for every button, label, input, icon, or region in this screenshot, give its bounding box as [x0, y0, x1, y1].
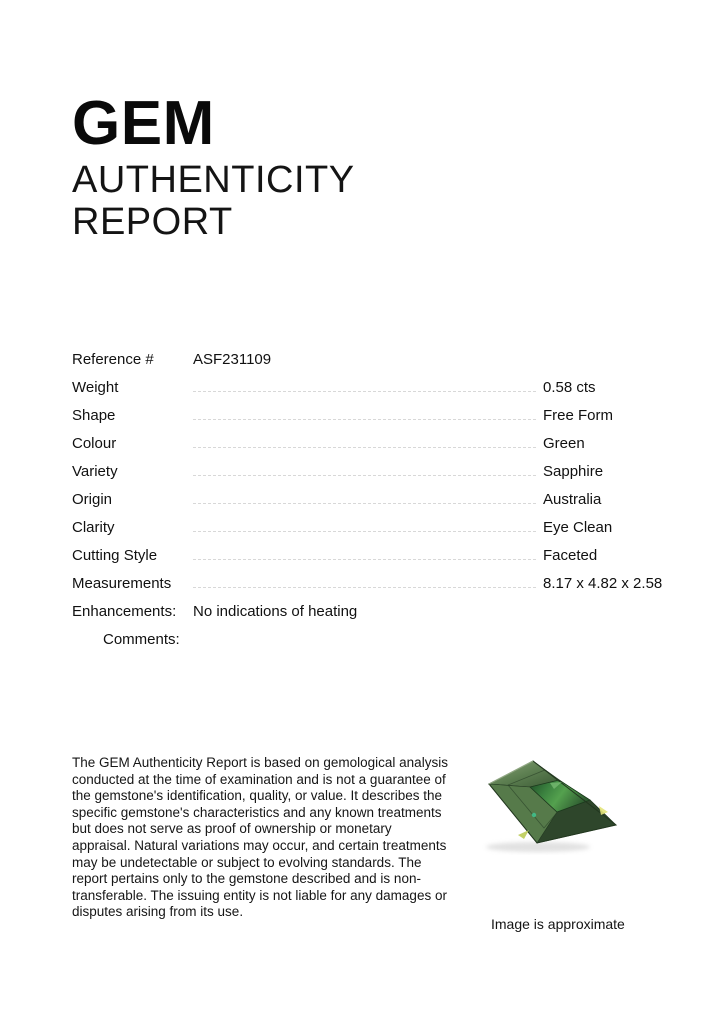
- spec-label-origin: Origin: [72, 491, 113, 508]
- spec-row-shape: [72, 407, 653, 425]
- spec-value-reference: ASF231109: [193, 351, 272, 368]
- bottom-section: [72, 755, 653, 933]
- spec-label-measurements: Measurements: [72, 575, 172, 592]
- spec-label-variety: Variety: [72, 463, 118, 480]
- spec-label-weight: Weight: [72, 379, 119, 396]
- leader-line: [193, 419, 536, 420]
- leader-line: [193, 531, 536, 532]
- spec-label-comments: Comments:: [103, 631, 180, 648]
- gem-glint-teal: [532, 813, 536, 817]
- spec-value-enhancements: No indications of heating: [193, 603, 358, 620]
- spec-row-clarity: [72, 519, 653, 537]
- spec-label-clarity: Clarity: [72, 519, 115, 536]
- leader-line: [193, 587, 536, 588]
- spec-row-cutting-style: [72, 547, 653, 565]
- gem-image: [450, 755, 618, 855]
- gem-figure: [450, 755, 625, 933]
- leader-line: [193, 475, 536, 476]
- spec-value-cutting-style: Faceted: [543, 547, 598, 564]
- spec-label-shape: Shape: [72, 407, 116, 424]
- spec-row-measurements: [72, 575, 663, 593]
- spec-row-origin: [72, 491, 653, 509]
- report-subtitle-line2: REPORT: [72, 201, 233, 243]
- spec-row-weight: [72, 379, 653, 397]
- disclaimer-text: The GEM Authenticity Report is based on gemological analysis conducted at the time of examination and is not a guarantee of the gemstone's identification, quality, or value. It describes the specific gemstone's characteristics and any known treatments but does not serve as proof of ownership or monetary appraisal. Natural variations may occur, and certain treatments may be undetectable or subject to evolving standards. The report pertains only to the gemstone described and is non-transferable. The issuing entity is not liable for any damages or disputes arising from its use.: [72, 755, 448, 920]
- leader-line: [193, 503, 536, 504]
- spec-row-reference: [72, 351, 653, 369]
- spec-table: [72, 351, 663, 649]
- spec-value-measurements: 8.17 x 4.82 x 2.58: [543, 575, 663, 592]
- spec-value-weight: 0.58 cts: [543, 379, 596, 396]
- spec-value-origin: Australia: [543, 491, 602, 508]
- report-title: GEM: [72, 89, 215, 158]
- gem-caption: Image is approximate: [491, 916, 625, 932]
- spec-label-colour: Colour: [72, 435, 117, 452]
- spec-row-enhancements: [72, 603, 653, 621]
- report-subtitle-line1: AUTHENTICITY: [72, 159, 355, 201]
- gem-glint-yellow-bottom: [518, 830, 529, 839]
- leader-line: [193, 391, 536, 392]
- spec-value-shape: Free Form: [543, 407, 614, 424]
- leader-line: [193, 559, 536, 560]
- spec-value-variety: Sapphire: [543, 463, 604, 480]
- gem-shadow: [486, 842, 590, 852]
- spec-row-variety: [72, 463, 653, 481]
- leader-line: [193, 447, 536, 448]
- report-subtitle: [72, 159, 653, 243]
- spec-value-clarity: Eye Clean: [543, 519, 613, 536]
- spec-label-cutting-style: Cutting Style: [72, 547, 158, 564]
- spec-row-colour: [72, 435, 653, 453]
- spec-label-enhancements: Enhancements:: [72, 603, 177, 620]
- report-header: [72, 0, 653, 243]
- spec-row-comments: [72, 631, 653, 649]
- spec-value-colour: Green: [543, 435, 585, 452]
- spec-label-reference: Reference #: [72, 351, 154, 368]
